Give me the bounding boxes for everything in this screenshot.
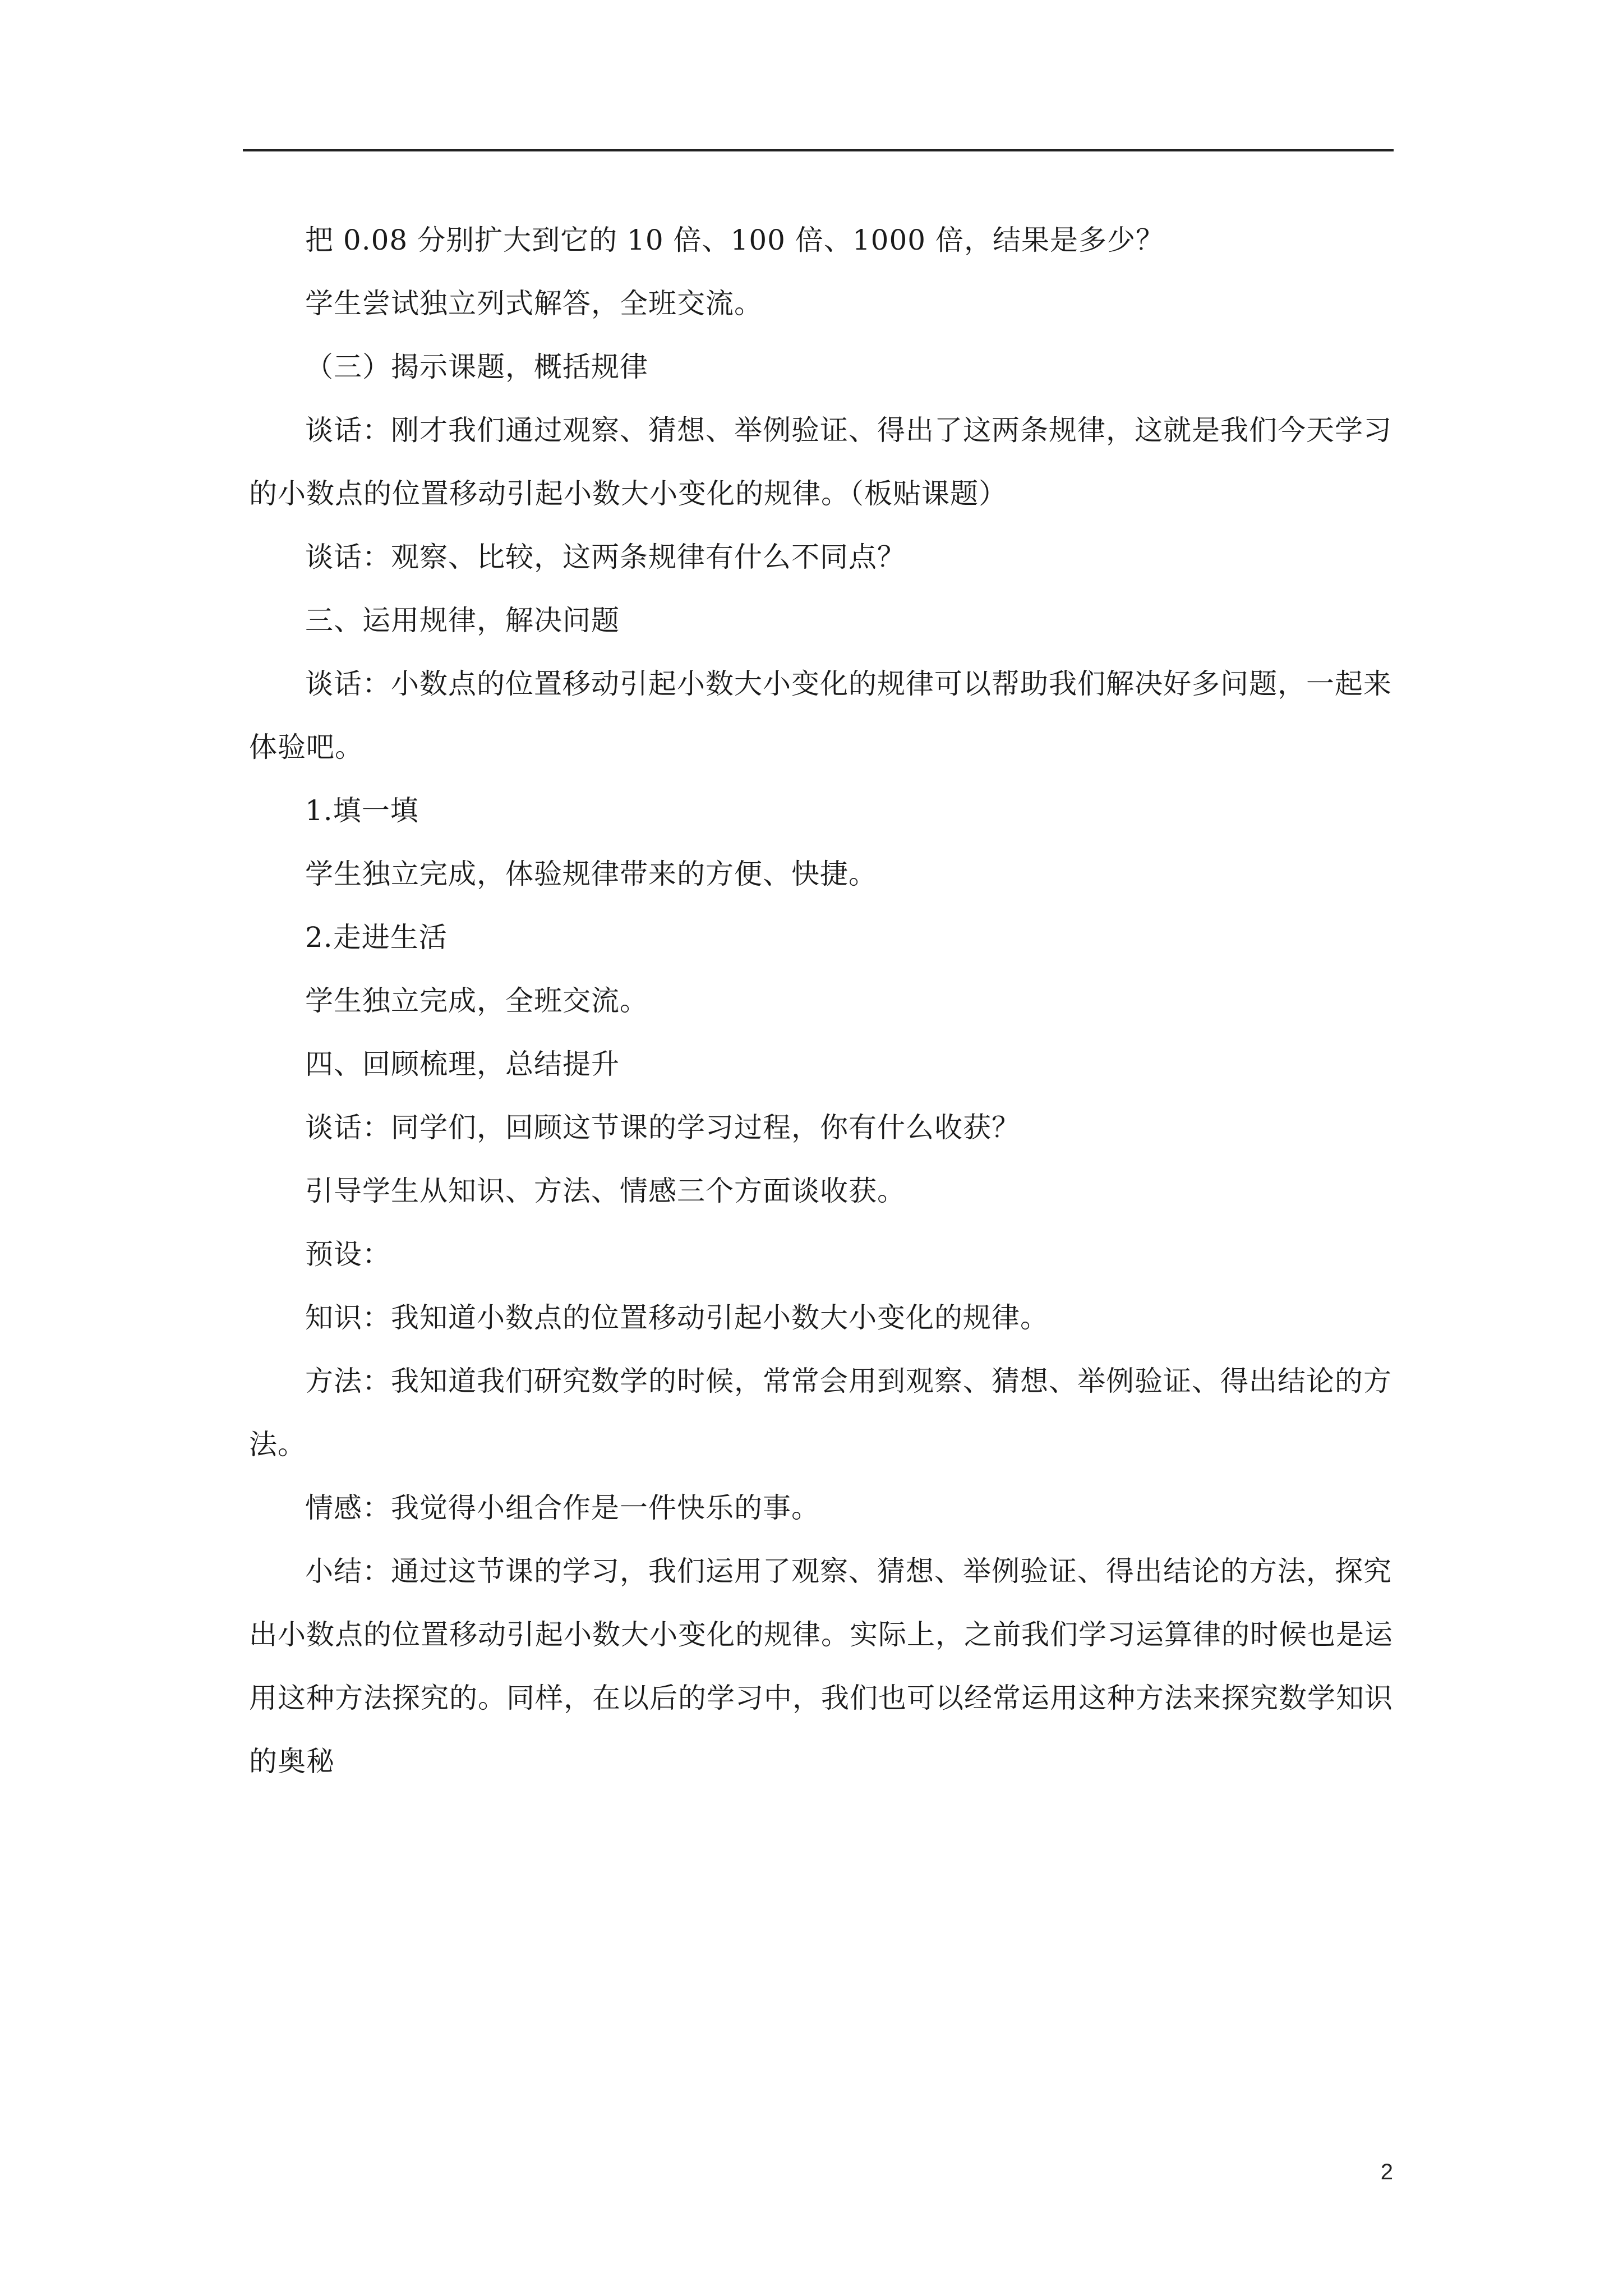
paragraph: 把 0.08 分别扩大到它的 10 倍、100 倍、1000 倍，结果是多少？	[305, 224, 1164, 256]
paragraph: 情感：我觉得小组合作是一件快乐的事。	[305, 1492, 820, 1524]
paragraph: 谈话：同学们，回顾这节课的学习过程，你有什么收获？	[305, 1111, 1020, 1144]
paragraph: 预设：	[305, 1238, 391, 1271]
paragraph: 学生独立完成，体验规律带来的方便、快捷。	[305, 858, 877, 890]
section-heading: （三）揭示课题，概括规律	[305, 351, 648, 383]
paragraph: 学生尝试独立列式解答，全班交流。	[305, 287, 763, 320]
header-rule	[243, 149, 1394, 151]
document-body	[249, 209, 1393, 1793]
section-heading: 三、运用规律，解决问题	[305, 604, 620, 637]
subsection-heading: 1.填一填	[305, 794, 419, 827]
paragraph: 方法：我知道我们研究数学的时候，常常会用到观察、猜想、举例验证、得出结论的方法。	[249, 1365, 1392, 1461]
paragraph: 谈话：小数点的位置移动引起小数大小变化的规律可以帮助我们解决好多问题，一起来体验吧。	[249, 668, 1392, 763]
paragraph: 知识：我知道小数点的位置移动引起小数大小变化的规律。	[305, 1301, 1049, 1334]
paragraph: 学生独立完成，全班交流。	[305, 984, 648, 1017]
summary-paragraph: 小结：通过这节课的学习，我们运用了观察、猜想、举例验证、得出结论的方法，探究出小数点的位置移动引起小数大小变化的规律。实际上，之前我们学习运算律的时候也是运用这种方法探究的。同样，在以后的学习中，我们也可以经常运用这种方法来探究数学知识的奥秘	[249, 1555, 1393, 1778]
paragraph: 引导学生从知识、方法、情感三个方面谈收获。	[305, 1175, 906, 1207]
section-heading: 四、回顾梳理，总结提升	[305, 1048, 620, 1080]
page-number: 2	[1380, 2160, 1393, 2184]
paragraph: 谈话：刚才我们通过观察、猜想、举例验证、得出了这两条规律，这就是我们今天学习的小数点的位置移动引起小数大小变化的规律。（板贴课题）	[249, 414, 1392, 510]
paragraph: 谈话：观察、比较，这两条规律有什么不同点？	[305, 541, 906, 573]
subsection-heading: 2.走进生活	[305, 921, 448, 954]
